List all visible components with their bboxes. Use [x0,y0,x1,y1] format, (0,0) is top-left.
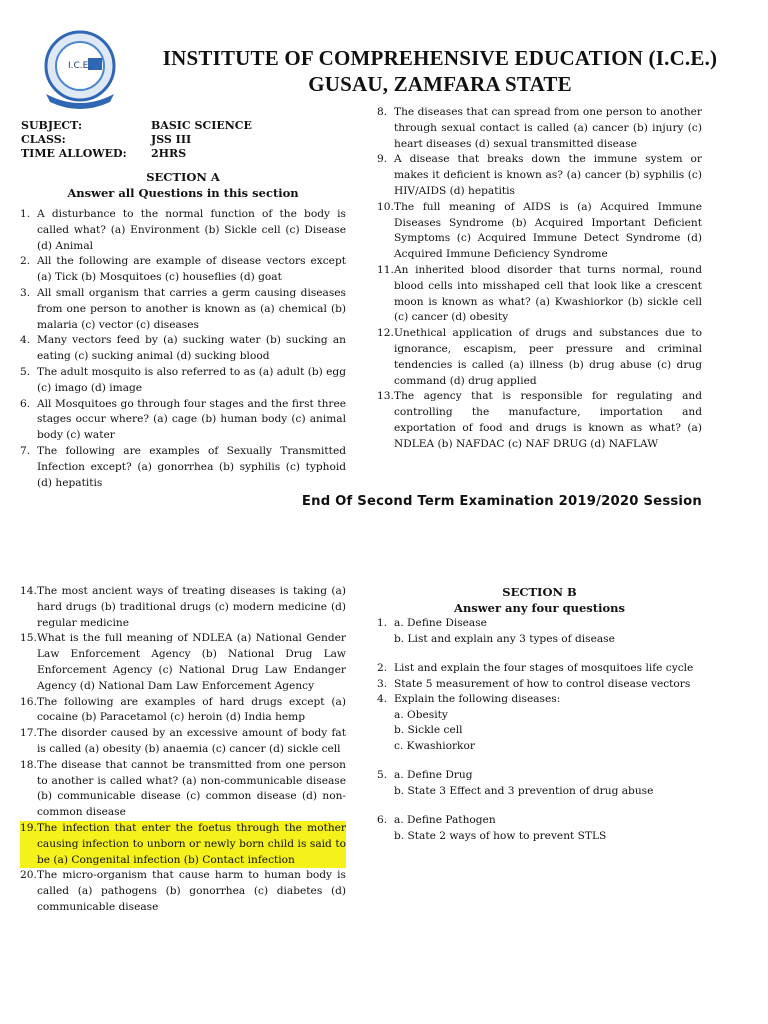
school-logo [36,28,124,112]
question-number: 10. [377,200,394,213]
spacer [377,647,702,661]
section-b-text: a. Define Pathogen [394,814,496,826]
section-b-question [377,768,702,813]
school-name: INSTITUTE OF COMPREHENSIVE EDUCATION (I.C.E.) [162,46,718,70]
question-number: 4. [20,334,31,347]
question-text: An inherited blood disorder that turns normal, round blood cells into misshaped cell that look like a crescent moon is known as what? (a) Kwashiorkor (b) sickle cell (c) cancer (d) obesity [394,263,702,324]
question-number: 8. [377,106,388,118]
question-number: 9. [377,153,388,166]
question-number: 6. [20,397,31,410]
question-item [377,105,702,152]
section-a-heading [20,169,346,201]
question-number: 19. [20,821,37,868]
question-item [20,726,346,758]
question-item [20,365,346,397]
section-b-title: SECTION B [502,585,577,599]
question-item-highlighted [20,821,346,868]
section-b-text: a. Define Drug [394,769,473,781]
question-text: All the following are example of disease vectors except (a) Tick (b) Mosquitoes (c) houseflies (d) goat [37,255,346,284]
question-text: The diseases that can spread from one person to another through sexual contact is called (a) cancer (b) injury (c) heart diseases (d) sexual transmitted disease [394,106,702,150]
section-b-subpart: b. State 2 ways of how to prevent STLS [394,829,607,842]
school-location: GUSAU, ZAMFARA STATE [308,72,572,96]
section-b-question-line [377,677,702,693]
section-b-question-line [377,616,702,632]
question-item [20,695,346,727]
section-b-text: a. Define Disease [394,617,487,629]
question-text: The infection that enter the foetus through the mother causing infection to unborn or newly born child is said to be (a) Congenital infection (b) Contact infection [37,821,346,868]
question-text: Many vectors feed by (a) sucking water (b) sucking an eating (c) sucking animal (d) sucking blood [37,334,346,363]
question-item [20,286,346,333]
spacer [377,754,702,768]
questions-column-2 [377,105,702,453]
section-b [377,584,702,844]
question-text: The disease that cannot be transmitted from one person to another is called what? (a) non-communicable disease (b) communicable disease (c) common disease (d) non-common disease [37,758,346,819]
question-number: 17. [20,727,37,740]
section-b-text: List and explain the four stages of mosquitoes life cycle [394,662,694,674]
question-number: 14. [20,585,37,597]
question-item [20,584,346,631]
section-b-question-line [377,768,702,784]
question-text: The most ancient ways of treating diseases is taking (a) hard drugs (b) traditional drugs (c) modern medicine (d) regular medicine [37,585,346,629]
question-number: 18. [20,758,37,771]
question-text: The following are examples of hard drugs except (a) cocaine (b) Paracetamol (c) heroin (d) India hemp [37,695,346,724]
section-b-text: Explain the following diseases: [394,693,561,705]
question-number: 15. [20,632,37,645]
section-b-subpart: b. State 3 Effect and 3 prevention of drug abuse [394,784,654,797]
section-b-number: 6. [377,814,388,826]
question-number: 2. [20,255,31,268]
spacer [377,799,702,813]
section-b-instruction: Answer any four questions [454,601,625,615]
question-number: 11. [377,263,394,276]
section-b-subpart: b. List and explain any 3 types of disease [394,632,615,645]
question-item [377,389,702,452]
meta-time: TIME ALLOWED: 2HRS [21,147,187,160]
section-b-question-line [377,661,702,677]
section-b-subpart: a. Obesity [394,708,448,721]
section-b-subpart: c. Kwashiorkor [394,739,475,752]
section-b-questions [377,616,702,844]
section-b-number: 4. [377,693,388,705]
section-b-question-line [377,692,702,708]
section-b-question [377,661,702,677]
section-b-question [377,813,702,844]
question-text: The following are examples of Sexually Transmitted Infection except? (a) gonorrhea (b) syphilis (c) typhoid (d) hepatitis [37,444,346,489]
section-b-number: 2. [377,662,388,674]
question-number: 7. [20,444,31,457]
meta-subject: SUBJECT: BASIC SCIENCE [21,119,252,132]
question-text: The adult mosquito is also referred to as (a) adult (b) egg (c) imago (d) image [37,365,346,394]
question-item [20,333,346,365]
question-text: What is the full meaning of NDLEA (a) National Gender Law Enforcement Agency (b) National Drug Law Enforcement Agency (c) National Drug Law Endanger Agency (d) National Dam Law Enforcement Agency [37,632,346,692]
question-number: 1. [20,208,31,220]
section-b-question-line [377,813,702,829]
question-text: A disease that breaks down the immune system or makes it deficient is known as? (a) cancer (b) syphilis (c) HIV/AIDS (d) hepatitis [394,153,702,197]
question-item [377,152,702,199]
question-number: 12. [377,327,394,340]
question-number: 16. [20,695,37,708]
questions-column-3 [20,584,346,916]
question-item [377,263,702,326]
question-number: 3. [20,286,31,299]
meta-class: CLASS: JSS III [21,133,192,146]
section-b-subpart: b. Sickle cell [394,724,463,736]
section-b-text: State 5 measurement of how to control disease vectors [394,677,691,690]
question-text: A disturbance to the normal function of the body is called what? (a) Environment (b) Sickle cell (c) Disease (d) Animal [37,208,346,252]
questions-column-1 [20,207,346,491]
question-item [20,207,346,254]
section-a-instruction: Answer all Questions in this section [67,186,299,200]
section-b-question [377,616,702,661]
question-text: The agency that is responsible for regulating and controlling the manufacture, importation and exportation of food and drugs is known as what? (a) NDLEA (b) NAFDAC (c) NAF DRUG (d) NAFLAW [394,390,702,450]
question-item [377,200,702,263]
question-number: 13. [377,390,394,403]
question-item [20,631,346,694]
section-a-title: SECTION A [146,170,220,184]
section-b-number: 5. [377,769,388,781]
question-text: Unethical application of drugs and substances due to ignorance, escapism, peer pressure and criminal tendencies is called (a) illness (b) drug abuse (c) drug command (d) drug applied [394,327,702,387]
logo-text: I.C.E. [68,61,92,71]
section-b-number: 1. [377,617,388,629]
question-item [20,254,346,286]
question-item [20,758,346,821]
exam-meta [21,119,351,161]
question-text: The full meaning of AIDS is (a) Acquired Immune Diseases Syndrome (b) Acquired Important Deficient Symptoms (c) Acquired Immune Detect Syndrome (d) Acquired Immune Deficiency Syndrome [394,200,702,261]
question-number: 20. [20,869,37,882]
question-item [377,326,702,389]
question-item [20,397,346,444]
question-text: The micro-organism that cause harm to human body is called (a) pathogens (b) gonorrhea (c) diabetes (d) communicable disease [37,869,346,913]
question-item [20,868,346,915]
question-text: All Mosquitoes go through four stages and the first three stages occur where? (a) cage (b) human body (c) animal body (c) water [37,397,346,442]
question-number: 5. [20,365,31,378]
section-b-number: 3. [377,677,388,690]
section-b-question [377,677,702,693]
question-text: All small organism that carries a germ causing diseases from one person to another is known as (a) chemical (b) malaria (c) vector (c) diseases [37,286,346,331]
section-b-question [377,692,702,768]
question-text: The disorder caused by an excessive amount of body fat is called (a) obesity (b) anaemia (c) cancer (d) sickle cell [37,727,346,755]
question-item [20,444,346,491]
exam-session-footer: End Of Second Term Examination 2019/2020 Session [301,494,702,509]
